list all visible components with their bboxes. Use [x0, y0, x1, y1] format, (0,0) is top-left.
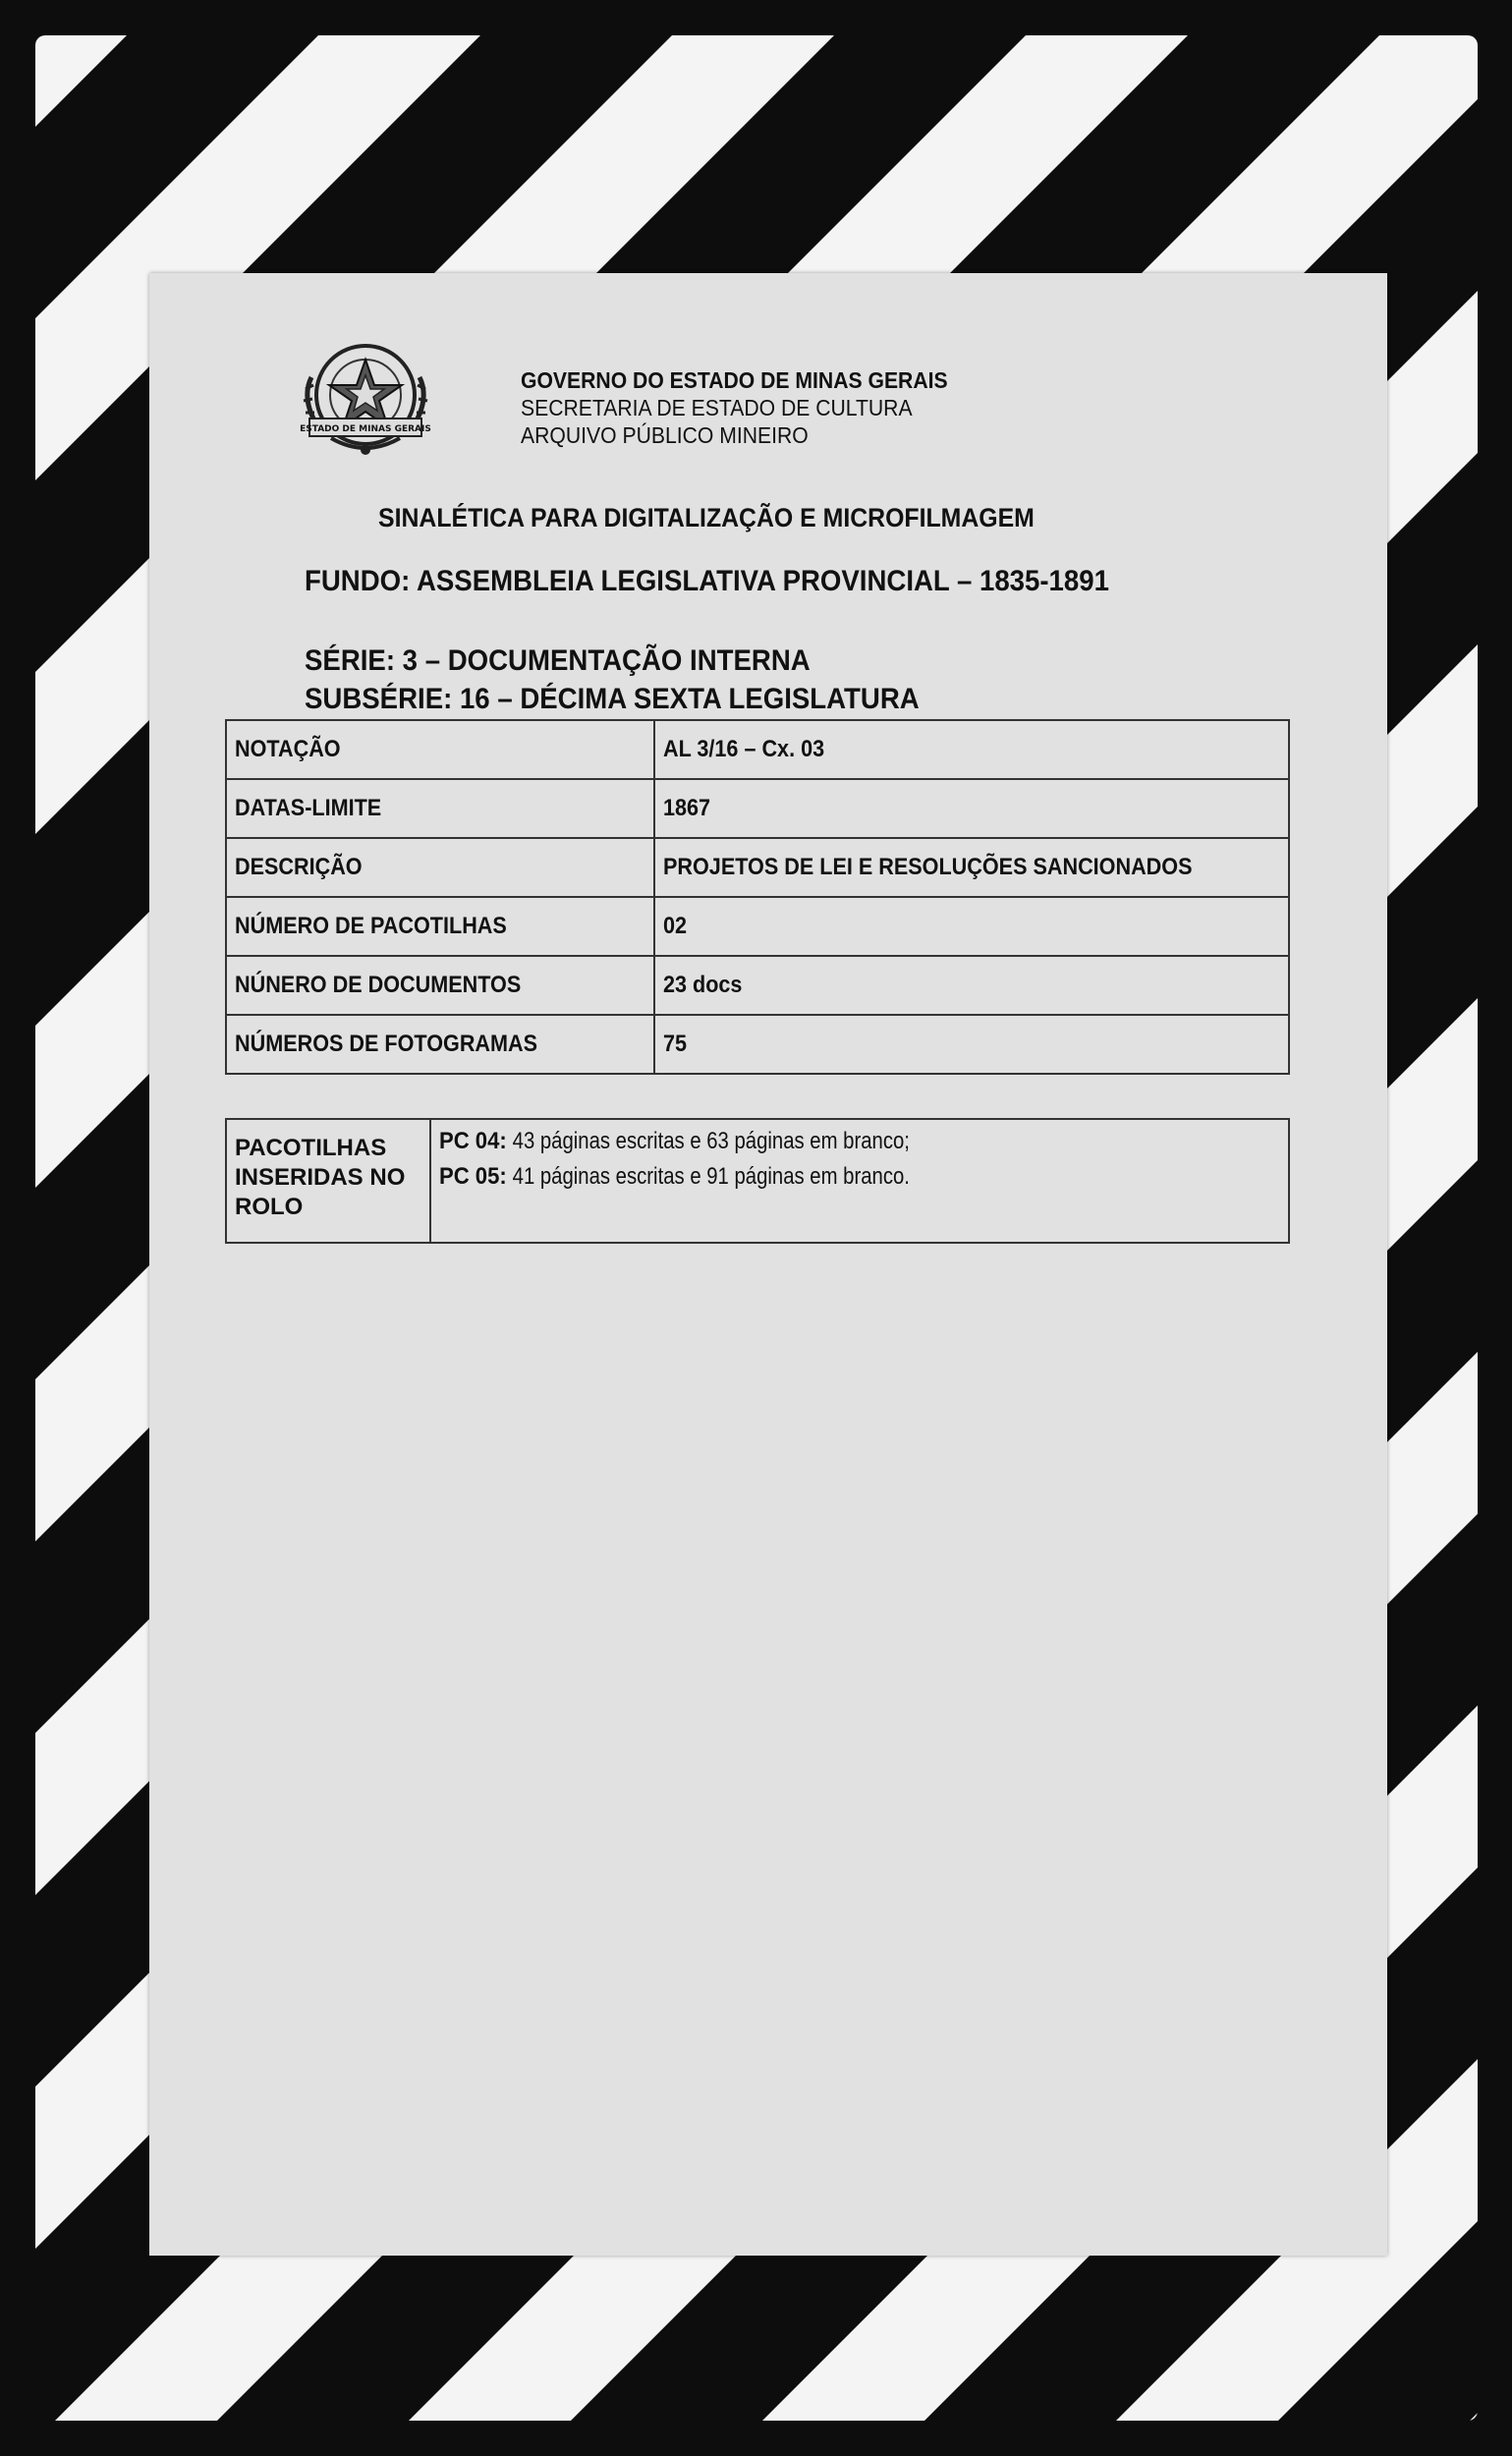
row-value: 23 docs [654, 956, 1289, 1015]
pacotilhas-label: PACOTILHAS INSERIDAS NO ROLO [226, 1119, 430, 1243]
table-row [226, 720, 1289, 779]
row-value: AL 3/16 – Cx. 03 [654, 720, 1289, 779]
secretariat-name: SECRETARIA DE ESTADO DE CULTURA [521, 395, 913, 420]
government-name: GOVERNO DO ESTADO DE MINAS GERAIS [521, 367, 948, 393]
row-label: NOTAÇÃO [226, 720, 654, 779]
table-row [226, 1015, 1289, 1074]
document-title: SINALÉTICA PARA DIGITALIZAÇÃO E MICROFILMAGEM [378, 503, 1035, 532]
table-row [226, 1119, 1289, 1243]
pacotilha-note [439, 1124, 1280, 1159]
table-row [226, 838, 1289, 897]
archive-name: ARQUIVO PÚBLICO MINEIRO [521, 422, 809, 448]
pacotilha-code: PC 04: [439, 1128, 507, 1154]
serie-heading: SÉRIE: 3 – DOCUMENTAÇÃO INTERNA [305, 644, 811, 677]
row-label: DESCRIÇÃO [226, 838, 654, 897]
row-value: 02 [654, 897, 1289, 956]
table-row [226, 779, 1289, 838]
subserie-heading: SUBSÉRIE: 16 – DÉCIMA SEXTA LEGISLATURA [305, 683, 920, 715]
pacotilhas-table [225, 1118, 1290, 1244]
fundo-heading: FUNDO: ASSEMBLEIA LEGISLATIVA PROVINCIAL – 1835-1891 [305, 565, 1109, 597]
table-row [226, 956, 1289, 1015]
pacotilha-note [439, 1159, 1280, 1195]
document-sheet [149, 273, 1387, 2256]
pacotilha-text: 43 páginas escritas e 63 páginas em branco; [506, 1128, 910, 1154]
row-value: 1867 [654, 779, 1289, 838]
pacotilhas-notes [430, 1119, 1289, 1243]
row-label: NÚMEROS DE FOTOGRAMAS [226, 1015, 654, 1074]
row-label: DATAS-LIMITE [226, 779, 654, 838]
row-label: NÚMERO DE PACOTILHAS [226, 897, 654, 956]
pacotilha-code: PC 05: [439, 1163, 507, 1190]
row-label: NÚNERO DE DOCUMENTOS [226, 956, 654, 1015]
metadata-table [225, 719, 1290, 1075]
row-value: 75 [654, 1015, 1289, 1074]
row-value: PROJETOS DE LEI E RESOLUÇÕES SANCIONADOS [654, 838, 1289, 897]
emblem-banner-text: ESTADO DE MINAS GERAIS [300, 424, 431, 434]
pacotilha-text: 41 páginas escritas e 91 páginas em branco. [506, 1163, 910, 1190]
table-row [226, 897, 1289, 956]
state-coat-of-arms-emblem [292, 338, 439, 466]
